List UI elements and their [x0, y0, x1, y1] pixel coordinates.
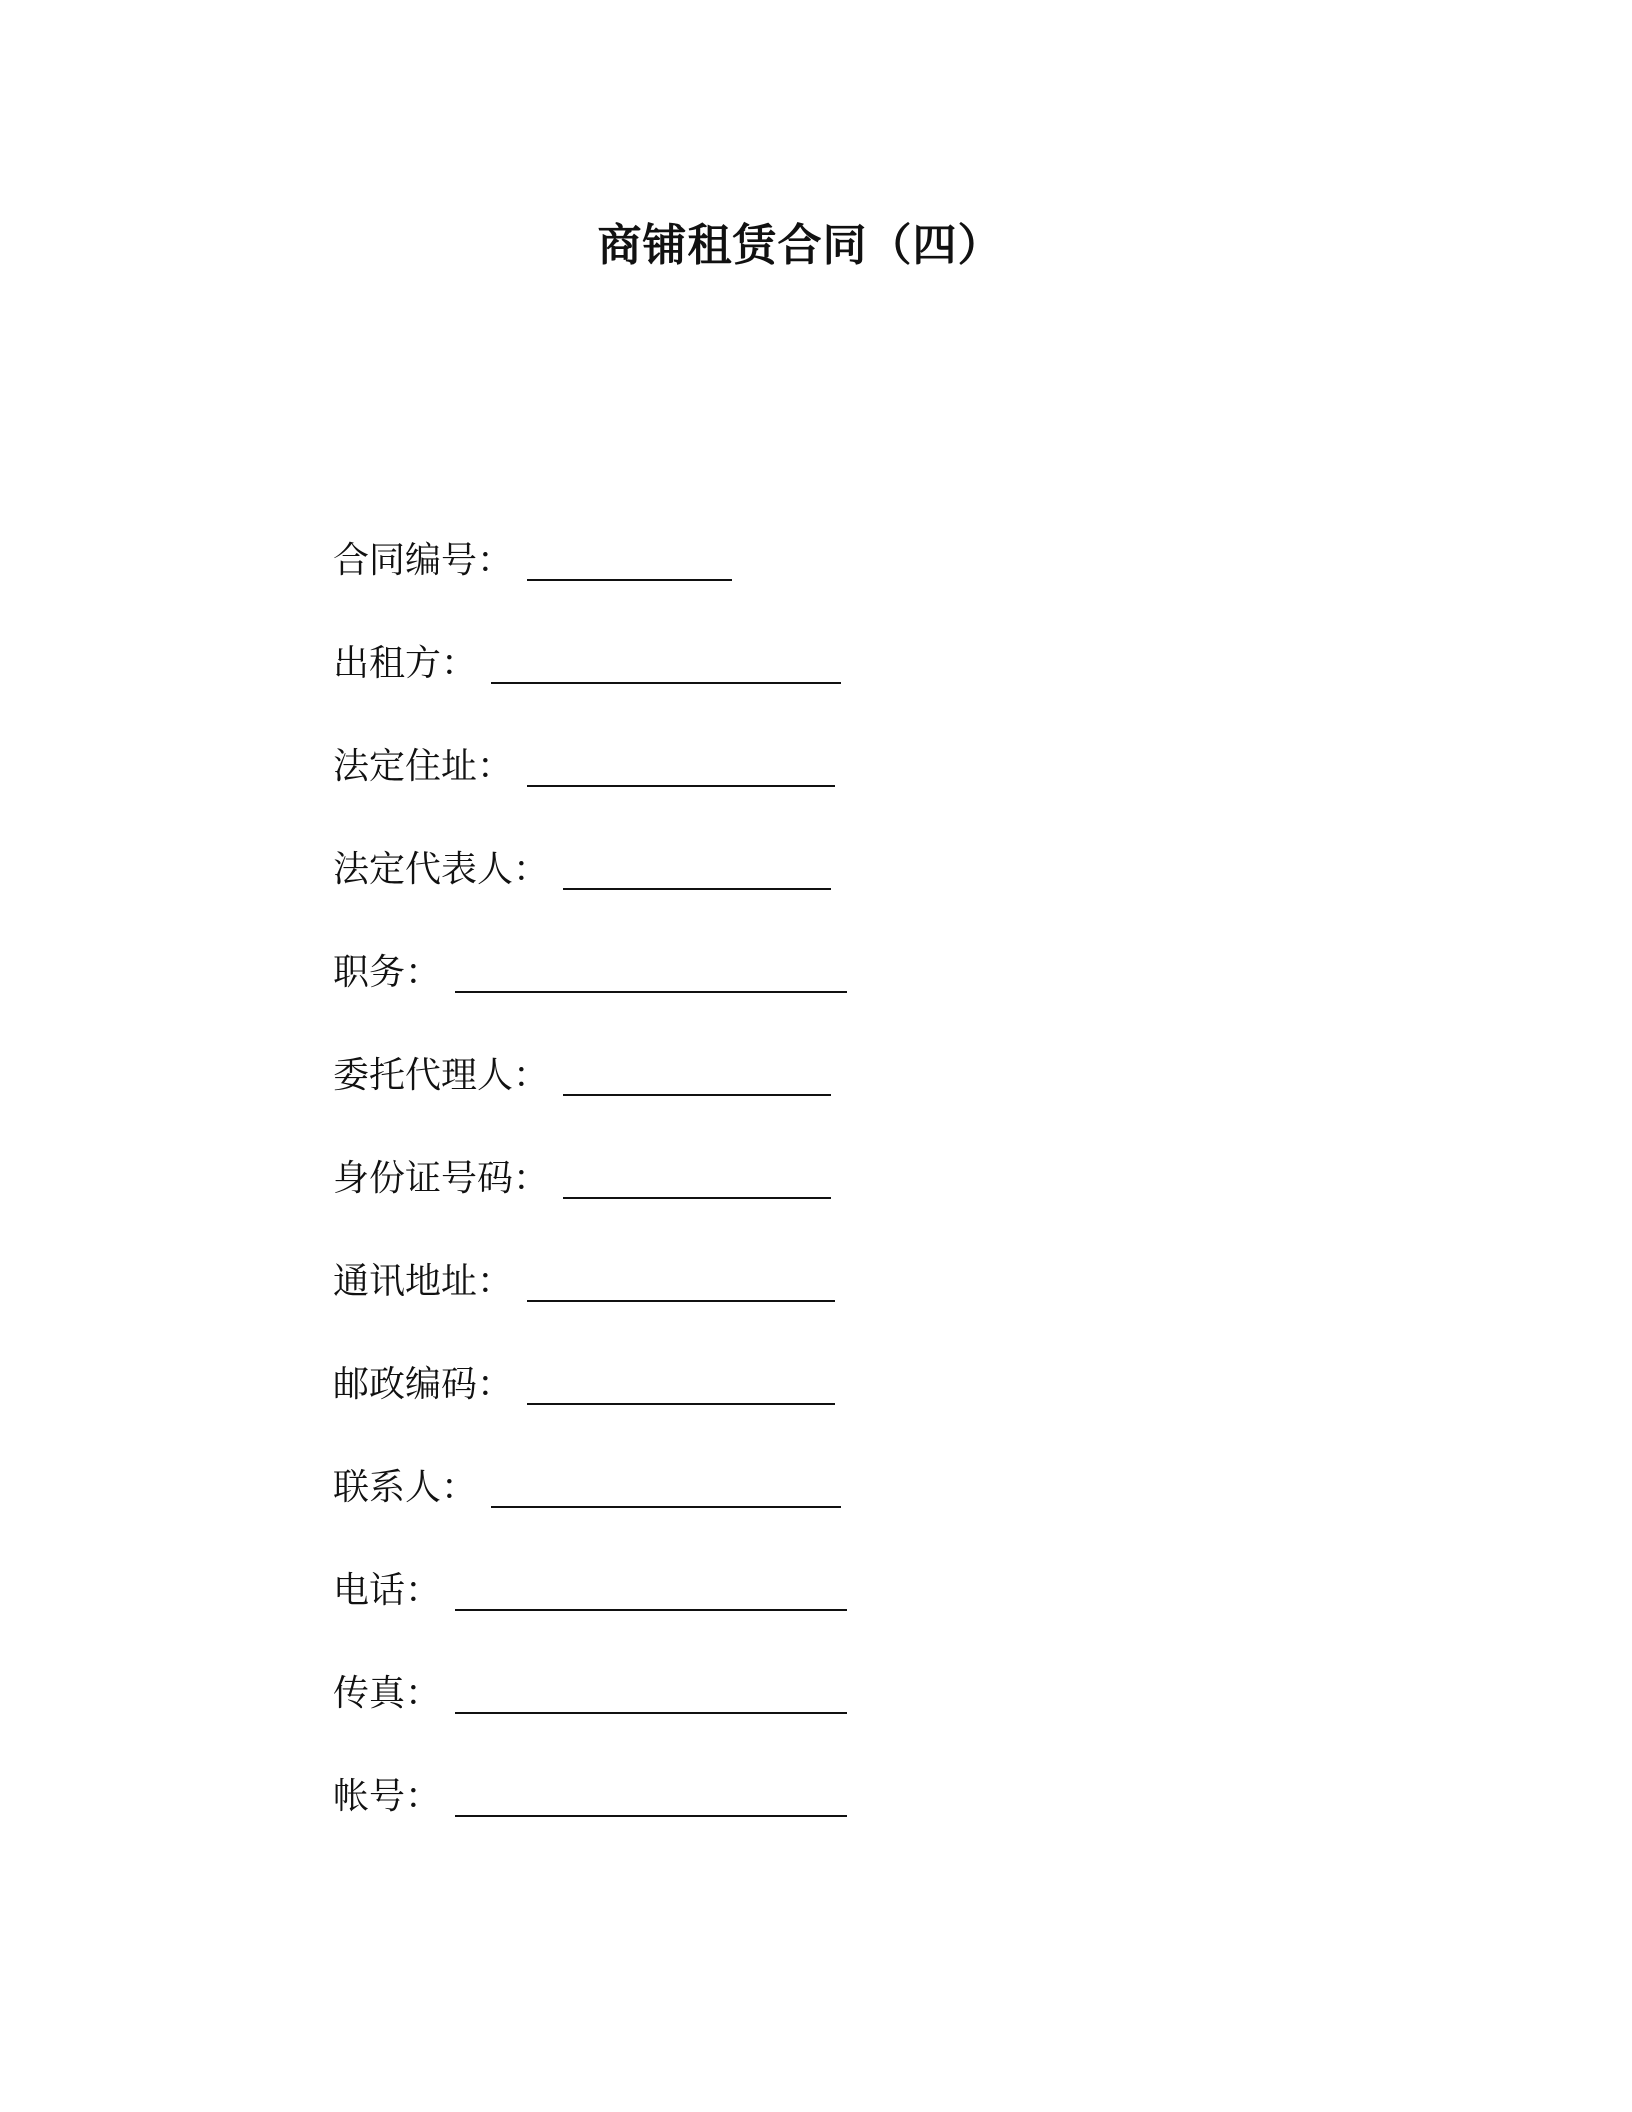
fill-in-blank[interactable] — [563, 848, 831, 890]
field-mailing-address — [333, 1209, 1233, 1312]
party-info-fields — [333, 488, 1233, 1827]
field-label: 法定代表人： — [333, 849, 550, 890]
field-authorized-agent — [333, 1003, 1233, 1106]
field-label: 身份证号码： — [333, 1158, 550, 1199]
field-label: 委托代理人： — [333, 1055, 550, 1096]
field-telephone — [333, 1518, 1233, 1621]
fill-in-blank[interactable] — [563, 1054, 831, 1096]
field-label: 电话： — [333, 1570, 442, 1611]
fill-in-blank[interactable] — [455, 1775, 847, 1817]
field-label: 职务： — [333, 952, 442, 993]
field-id-number — [333, 1106, 1233, 1209]
field-contact-person — [333, 1415, 1233, 1518]
field-label: 通讯地址： — [333, 1261, 514, 1302]
field-contract-number — [333, 488, 1233, 591]
field-label: 法定住址： — [333, 746, 514, 787]
field-label: 出租方： — [333, 643, 478, 684]
field-account-number — [333, 1724, 1233, 1827]
document-title: 商铺租赁合同（四） — [597, 220, 1003, 271]
fill-in-blank[interactable] — [527, 1363, 835, 1405]
field-label: 合同编号： — [333, 540, 514, 581]
fill-in-blank[interactable] — [563, 1157, 831, 1199]
field-legal-address — [333, 694, 1233, 797]
fill-in-blank[interactable] — [455, 951, 847, 993]
fill-in-blank[interactable] — [527, 539, 732, 581]
fill-in-blank[interactable] — [455, 1672, 847, 1714]
fill-in-blank[interactable] — [491, 1466, 841, 1508]
fill-in-blank[interactable] — [527, 1260, 835, 1302]
field-fax — [333, 1621, 1233, 1724]
field-label: 邮政编码： — [333, 1364, 514, 1405]
field-legal-representative — [333, 797, 1233, 900]
fill-in-blank[interactable] — [527, 745, 835, 787]
fill-in-blank[interactable] — [455, 1569, 847, 1611]
field-label: 传真： — [333, 1673, 442, 1714]
field-label: 联系人： — [333, 1467, 478, 1508]
fill-in-blank[interactable] — [491, 642, 841, 684]
field-postal-code — [333, 1312, 1233, 1415]
field-label: 帐号： — [333, 1776, 442, 1817]
field-lessor — [333, 591, 1233, 694]
field-position — [333, 900, 1233, 1003]
